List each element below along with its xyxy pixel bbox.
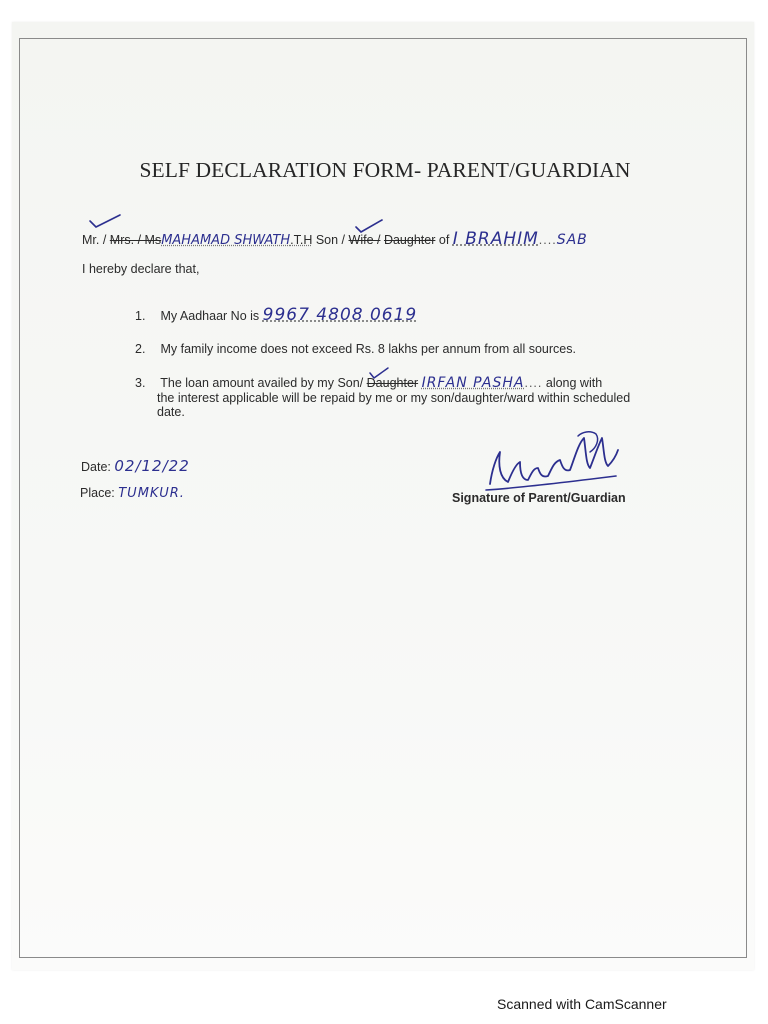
list-item-loan: [135, 375, 602, 391]
signature-scribble: [478, 422, 628, 498]
declare-intro: I hereby declare that,: [82, 262, 200, 276]
date-value: 02/12/22: [114, 457, 190, 475]
item-number: 3.: [135, 376, 146, 390]
item-number: 2.: [135, 342, 146, 356]
item-text: My family income does not exceed Rs. 8 lakhs per annum from all sources.: [160, 342, 576, 356]
declarant-name-suffix: .T.H: [290, 233, 313, 247]
list-item-loan-line3: date.: [157, 405, 185, 419]
date-line: [81, 457, 190, 475]
relation-son: Son /: [315, 233, 346, 247]
parent-name-dots: ....: [538, 233, 557, 247]
place-value: TUMKUR.: [118, 486, 185, 501]
form-title: SELF DECLARATION FORM- PARENT/GUARDIAN: [139, 158, 631, 182]
place-line: [80, 486, 185, 501]
list-item-income: [135, 342, 576, 356]
declarant-name: MAHAMAD SHWATH: [161, 233, 291, 248]
parent-name-suffix: SAB: [556, 232, 588, 248]
relation-of: of: [438, 233, 450, 247]
parent-name: I BRAHIM: [452, 229, 539, 249]
student-name-dots: ....: [524, 376, 543, 390]
relation-daughter-item3: Daughter: [366, 376, 419, 390]
name-line: [82, 229, 588, 249]
salutation-mr: Mr. /: [82, 233, 107, 247]
relation-son-item3: Son/: [337, 376, 364, 390]
list-item-aadhaar: [135, 305, 417, 325]
salutation-mrs-ms: Mrs. / Ms: [109, 233, 162, 247]
date-label: Date:: [81, 460, 111, 474]
place-label: Place:: [80, 486, 115, 500]
relation-wife: Wife /: [348, 233, 381, 247]
check-mark-icon: [88, 213, 122, 229]
item-text-after: along with: [545, 376, 603, 390]
aadhaar-number: 9967 4808 0619: [262, 305, 418, 325]
item-text: The loan amount availed by my: [160, 376, 334, 390]
student-name: IRFAN PASHA: [421, 375, 525, 391]
item-text: My Aadhaar No is: [160, 309, 260, 323]
signature-label: Signature of Parent/Guardian: [452, 491, 626, 505]
item-number: 1.: [135, 309, 146, 323]
list-item-loan-line2: the interest applicable will be repaid by me or my son/daughter/ward within scheduled: [157, 391, 631, 405]
camscanner-watermark: Scanned with CamScanner: [497, 996, 667, 1012]
relation-daughter: Daughter: [383, 233, 436, 247]
